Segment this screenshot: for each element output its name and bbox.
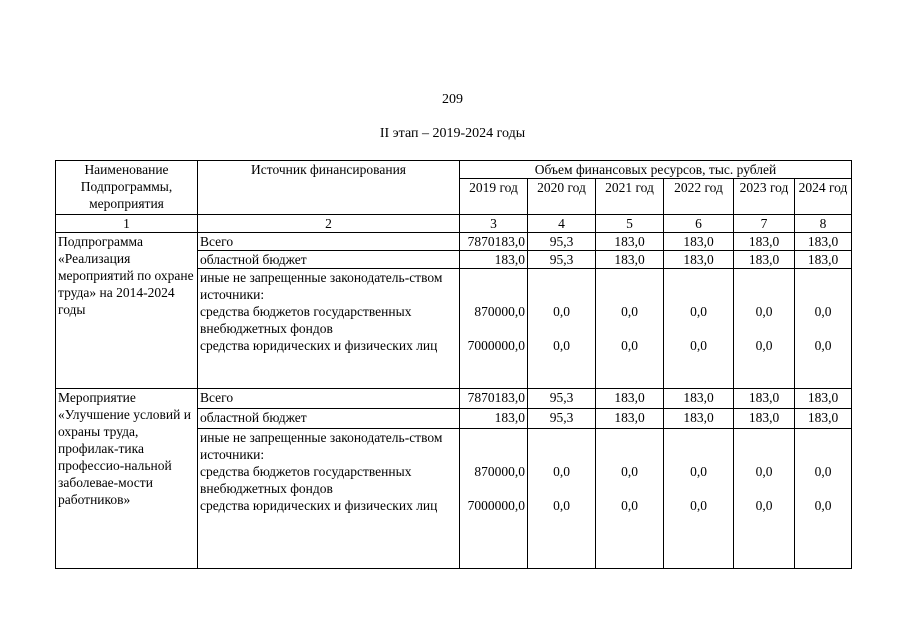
legal-label: средства юридических и физических лиц bbox=[200, 338, 438, 353]
header-year: 2020 год bbox=[528, 179, 596, 215]
value-cell: 95,3 bbox=[528, 409, 596, 429]
header-year: 2023 год bbox=[734, 179, 795, 215]
value-cell bbox=[734, 269, 795, 389]
value-cell bbox=[528, 269, 596, 389]
value-cell bbox=[664, 429, 734, 569]
offbudget-value: 870000,0 bbox=[474, 304, 525, 319]
value-cell: 183,0 bbox=[795, 389, 852, 409]
offbudget-label: средства бюджетов государственных внебюджетных фондов bbox=[200, 304, 412, 336]
stage-title: II этап – 2019-2024 годы bbox=[379, 126, 526, 141]
header-year: 2019 год bbox=[460, 179, 528, 215]
header-year: 2024 год bbox=[795, 179, 852, 215]
table-row bbox=[56, 233, 852, 251]
column-number: 6 bbox=[664, 215, 734, 233]
offbudget-value: 0,0 bbox=[553, 304, 570, 319]
legal-value: 0,0 bbox=[690, 338, 707, 353]
legal-value: 0,0 bbox=[553, 338, 570, 353]
offbudget-value: 0,0 bbox=[553, 464, 570, 479]
value-cell: 183,0 bbox=[460, 409, 528, 429]
legal-value: 0,0 bbox=[755, 498, 773, 513]
header-year: 2022 год bbox=[664, 179, 734, 215]
value-cell bbox=[664, 269, 734, 389]
column-number: 7 bbox=[734, 215, 795, 233]
header-source: Источник финансирования bbox=[198, 161, 460, 215]
value-cell: 183,0 bbox=[664, 409, 734, 429]
value-cell bbox=[795, 429, 852, 569]
value-cell: 183,0 bbox=[596, 233, 664, 251]
legal-value: 0,0 bbox=[621, 498, 638, 513]
value-cell bbox=[460, 269, 528, 389]
value-cell: 7870183,0 bbox=[460, 389, 528, 409]
page-number: 209 bbox=[442, 92, 463, 107]
offbudget-value: 0,0 bbox=[621, 464, 638, 479]
offbudget-value: 0,0 bbox=[755, 304, 773, 319]
offbudget-value: 0,0 bbox=[755, 464, 773, 479]
legal-value: 0,0 bbox=[621, 338, 638, 353]
legal-label: средства юридических и физических лиц bbox=[200, 498, 438, 513]
offbudget-value: 870000,0 bbox=[474, 464, 525, 479]
value-cell: 183,0 bbox=[596, 251, 664, 269]
value-cell bbox=[795, 269, 852, 389]
source-label: Всего bbox=[198, 233, 460, 251]
value-cell bbox=[596, 269, 664, 389]
other-sources-heading: иные не запрещенные законодатель-ством источники: bbox=[200, 270, 443, 302]
source-label: Всего bbox=[198, 389, 460, 409]
legal-value: 7000000,0 bbox=[467, 498, 525, 513]
value-cell: 183,0 bbox=[664, 233, 734, 251]
value-cell: 183,0 bbox=[734, 389, 795, 409]
source-label: областной бюджет bbox=[198, 409, 460, 429]
other-sources-cell bbox=[198, 269, 460, 389]
value-cell: 183,0 bbox=[664, 251, 734, 269]
legal-value: 7000000,0 bbox=[467, 338, 525, 353]
value-cell: 7870183,0 bbox=[460, 233, 528, 251]
financing-table bbox=[55, 160, 852, 569]
offbudget-value: 0,0 bbox=[814, 304, 832, 319]
block-name: Подпрограмма «Реализация мероприятий по охране труда» на 2014-2024 годы bbox=[56, 233, 198, 389]
column-number: 1 bbox=[56, 215, 198, 233]
legal-value: 0,0 bbox=[690, 498, 707, 513]
value-cell: 95,3 bbox=[528, 389, 596, 409]
value-cell: 183,0 bbox=[734, 251, 795, 269]
other-sources-cell bbox=[198, 429, 460, 569]
legal-value: 0,0 bbox=[814, 338, 832, 353]
offbudget-value: 0,0 bbox=[814, 464, 832, 479]
value-cell: 183,0 bbox=[795, 409, 852, 429]
value-cell bbox=[460, 429, 528, 569]
source-label: областной бюджет bbox=[198, 251, 460, 269]
value-cell: 95,3 bbox=[528, 251, 596, 269]
header-year: 2021 год bbox=[596, 179, 664, 215]
value-cell bbox=[596, 429, 664, 569]
value-cell: 183,0 bbox=[664, 389, 734, 409]
column-number: 8 bbox=[795, 215, 852, 233]
header-volume: Объем финансовых ресурсов, тыс. рублей bbox=[460, 161, 852, 179]
block-name: Мероприятие «Улучшение условий и охраны труда, профилак-тика профессио-нальной заболевае-мости работников» bbox=[56, 389, 198, 569]
value-cell: 95,3 bbox=[528, 233, 596, 251]
value-cell: 183,0 bbox=[460, 251, 528, 269]
other-sources-heading: иные не запрещенные законодатель-ством источники: bbox=[200, 430, 443, 462]
column-number: 3 bbox=[460, 215, 528, 233]
header-name: Наименование Подпрограммы, мероприятия bbox=[56, 161, 198, 215]
legal-value: 0,0 bbox=[814, 498, 832, 513]
value-cell: 183,0 bbox=[795, 233, 852, 251]
value-cell bbox=[528, 429, 596, 569]
value-cell: 183,0 bbox=[795, 251, 852, 269]
value-cell bbox=[734, 429, 795, 569]
offbudget-value: 0,0 bbox=[621, 304, 638, 319]
value-cell: 183,0 bbox=[596, 409, 664, 429]
offbudget-value: 0,0 bbox=[690, 464, 707, 479]
value-cell: 183,0 bbox=[734, 233, 795, 251]
offbudget-label: средства бюджетов государственных внебюджетных фондов bbox=[200, 464, 412, 496]
value-cell: 183,0 bbox=[596, 389, 664, 409]
column-number: 2 bbox=[198, 215, 460, 233]
table-row bbox=[56, 389, 852, 409]
column-number: 4 bbox=[528, 215, 596, 233]
value-cell: 183,0 bbox=[734, 409, 795, 429]
legal-value: 0,0 bbox=[755, 338, 773, 353]
legal-value: 0,0 bbox=[553, 498, 570, 513]
offbudget-value: 0,0 bbox=[690, 304, 707, 319]
column-number: 5 bbox=[596, 215, 664, 233]
